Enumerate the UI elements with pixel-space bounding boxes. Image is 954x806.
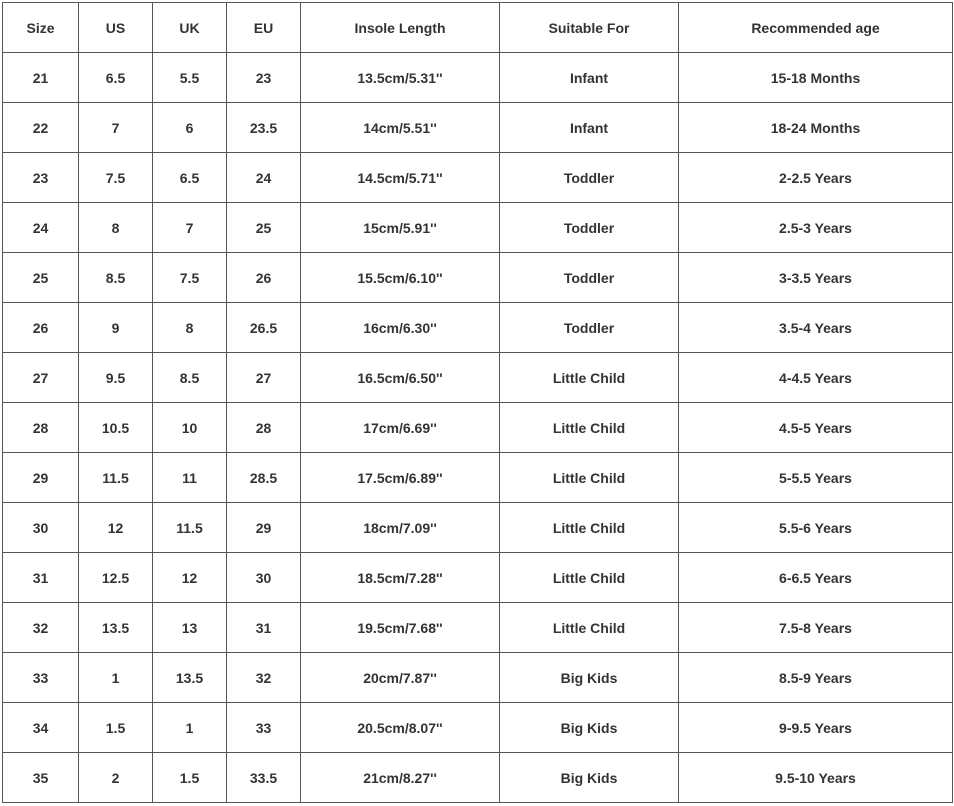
cell-size: 35 xyxy=(3,753,79,803)
cell-suitable-for: Big Kids xyxy=(500,753,679,803)
cell-us: 6.5 xyxy=(79,53,153,103)
cell-suitable-for: Toddler xyxy=(500,203,679,253)
table-row xyxy=(3,253,953,303)
cell-size: 27 xyxy=(3,353,79,403)
cell-recommended-age: 3-3.5 Years xyxy=(679,253,953,303)
cell-recommended-age: 5-5.5 Years xyxy=(679,453,953,503)
cell-recommended-age: 2.5-3 Years xyxy=(679,203,953,253)
cell-insole-length: 15cm/5.91'' xyxy=(301,203,500,253)
cell-eu: 28.5 xyxy=(227,453,301,503)
header-size: Size xyxy=(3,3,79,53)
cell-recommended-age: 4-4.5 Years xyxy=(679,353,953,403)
table-row xyxy=(3,103,953,153)
cell-uk: 13.5 xyxy=(153,653,227,703)
cell-size: 32 xyxy=(3,603,79,653)
cell-eu: 30 xyxy=(227,553,301,603)
cell-suitable-for: Toddler xyxy=(500,253,679,303)
cell-us: 9 xyxy=(79,303,153,353)
cell-recommended-age: 9-9.5 Years xyxy=(679,703,953,753)
cell-eu: 24 xyxy=(227,153,301,203)
cell-insole-length: 17.5cm/6.89'' xyxy=(301,453,500,503)
cell-eu: 26.5 xyxy=(227,303,301,353)
table-row xyxy=(3,753,953,803)
cell-size: 28 xyxy=(3,403,79,453)
cell-uk: 6 xyxy=(153,103,227,153)
cell-recommended-age: 18-24 Months xyxy=(679,103,953,153)
cell-insole-length: 15.5cm/6.10'' xyxy=(301,253,500,303)
cell-suitable-for: Little Child xyxy=(500,553,679,603)
table-row xyxy=(3,603,953,653)
cell-insole-length: 21cm/8.27'' xyxy=(301,753,500,803)
cell-suitable-for: Toddler xyxy=(500,153,679,203)
cell-insole-length: 20cm/7.87'' xyxy=(301,653,500,703)
cell-insole-length: 14cm/5.51'' xyxy=(301,103,500,153)
table-row xyxy=(3,53,953,103)
cell-size: 24 xyxy=(3,203,79,253)
cell-suitable-for: Big Kids xyxy=(500,703,679,753)
cell-uk: 5.5 xyxy=(153,53,227,103)
size-chart-body xyxy=(3,3,953,803)
cell-eu: 23.5 xyxy=(227,103,301,153)
cell-recommended-age: 4.5-5 Years xyxy=(679,403,953,453)
cell-eu: 31 xyxy=(227,603,301,653)
cell-uk: 8 xyxy=(153,303,227,353)
cell-size: 26 xyxy=(3,303,79,353)
cell-uk: 11.5 xyxy=(153,503,227,553)
cell-recommended-age: 7.5-8 Years xyxy=(679,603,953,653)
cell-eu: 25 xyxy=(227,203,301,253)
header-eu: EU xyxy=(227,3,301,53)
cell-us: 9.5 xyxy=(79,353,153,403)
cell-uk: 1 xyxy=(153,703,227,753)
cell-suitable-for: Big Kids xyxy=(500,653,679,703)
cell-suitable-for: Little Child xyxy=(500,503,679,553)
table-row xyxy=(3,703,953,753)
table-row xyxy=(3,403,953,453)
cell-us: 1 xyxy=(79,653,153,703)
header-row xyxy=(3,3,953,53)
cell-recommended-age: 9.5-10 Years xyxy=(679,753,953,803)
header-suitable-for: Suitable For xyxy=(500,3,679,53)
cell-uk: 13 xyxy=(153,603,227,653)
cell-us: 12 xyxy=(79,503,153,553)
cell-recommended-age: 3.5-4 Years xyxy=(679,303,953,353)
cell-insole-length: 14.5cm/5.71'' xyxy=(301,153,500,203)
cell-uk: 7 xyxy=(153,203,227,253)
cell-recommended-age: 6-6.5 Years xyxy=(679,553,953,603)
table-row xyxy=(3,303,953,353)
cell-size: 23 xyxy=(3,153,79,203)
table-row xyxy=(3,503,953,553)
cell-uk: 12 xyxy=(153,553,227,603)
cell-eu: 28 xyxy=(227,403,301,453)
cell-us: 12.5 xyxy=(79,553,153,603)
cell-size: 29 xyxy=(3,453,79,503)
cell-size: 22 xyxy=(3,103,79,153)
cell-recommended-age: 8.5-9 Years xyxy=(679,653,953,703)
size-chart-table xyxy=(2,2,953,803)
cell-uk: 7.5 xyxy=(153,253,227,303)
cell-eu: 33.5 xyxy=(227,753,301,803)
cell-insole-length: 18cm/7.09'' xyxy=(301,503,500,553)
cell-size: 30 xyxy=(3,503,79,553)
cell-uk: 10 xyxy=(153,403,227,453)
cell-insole-length: 13.5cm/5.31'' xyxy=(301,53,500,103)
cell-us: 7 xyxy=(79,103,153,153)
cell-us: 2 xyxy=(79,753,153,803)
cell-eu: 23 xyxy=(227,53,301,103)
cell-eu: 26 xyxy=(227,253,301,303)
cell-us: 8.5 xyxy=(79,253,153,303)
cell-eu: 27 xyxy=(227,353,301,403)
cell-recommended-age: 2-2.5 Years xyxy=(679,153,953,203)
cell-size: 25 xyxy=(3,253,79,303)
cell-recommended-age: 5.5-6 Years xyxy=(679,503,953,553)
header-insole-length: Insole Length xyxy=(301,3,500,53)
table-row xyxy=(3,453,953,503)
cell-insole-length: 16.5cm/6.50'' xyxy=(301,353,500,403)
cell-recommended-age: 15-18 Months xyxy=(679,53,953,103)
header-uk: UK xyxy=(153,3,227,53)
cell-us: 1.5 xyxy=(79,703,153,753)
cell-suitable-for: Little Child xyxy=(500,603,679,653)
cell-insole-length: 18.5cm/7.28'' xyxy=(301,553,500,603)
cell-suitable-for: Little Child xyxy=(500,403,679,453)
cell-uk: 11 xyxy=(153,453,227,503)
cell-eu: 29 xyxy=(227,503,301,553)
table-row xyxy=(3,653,953,703)
cell-size: 33 xyxy=(3,653,79,703)
cell-size: 34 xyxy=(3,703,79,753)
table-row xyxy=(3,153,953,203)
cell-uk: 1.5 xyxy=(153,753,227,803)
cell-suitable-for: Little Child xyxy=(500,353,679,403)
cell-uk: 8.5 xyxy=(153,353,227,403)
cell-insole-length: 16cm/6.30'' xyxy=(301,303,500,353)
cell-insole-length: 19.5cm/7.68'' xyxy=(301,603,500,653)
cell-uk: 6.5 xyxy=(153,153,227,203)
cell-suitable-for: Infant xyxy=(500,53,679,103)
table-row xyxy=(3,353,953,403)
cell-us: 7.5 xyxy=(79,153,153,203)
table-row xyxy=(3,203,953,253)
cell-insole-length: 20.5cm/8.07'' xyxy=(301,703,500,753)
table-row xyxy=(3,553,953,603)
cell-size: 21 xyxy=(3,53,79,103)
cell-suitable-for: Toddler xyxy=(500,303,679,353)
cell-insole-length: 17cm/6.69'' xyxy=(301,403,500,453)
cell-us: 11.5 xyxy=(79,453,153,503)
cell-suitable-for: Infant xyxy=(500,103,679,153)
cell-us: 13.5 xyxy=(79,603,153,653)
cell-eu: 32 xyxy=(227,653,301,703)
cell-suitable-for: Little Child xyxy=(500,453,679,503)
cell-size: 31 xyxy=(3,553,79,603)
header-us: US xyxy=(79,3,153,53)
cell-us: 10.5 xyxy=(79,403,153,453)
cell-eu: 33 xyxy=(227,703,301,753)
header-recommended-age: Recommended age xyxy=(679,3,953,53)
cell-us: 8 xyxy=(79,203,153,253)
